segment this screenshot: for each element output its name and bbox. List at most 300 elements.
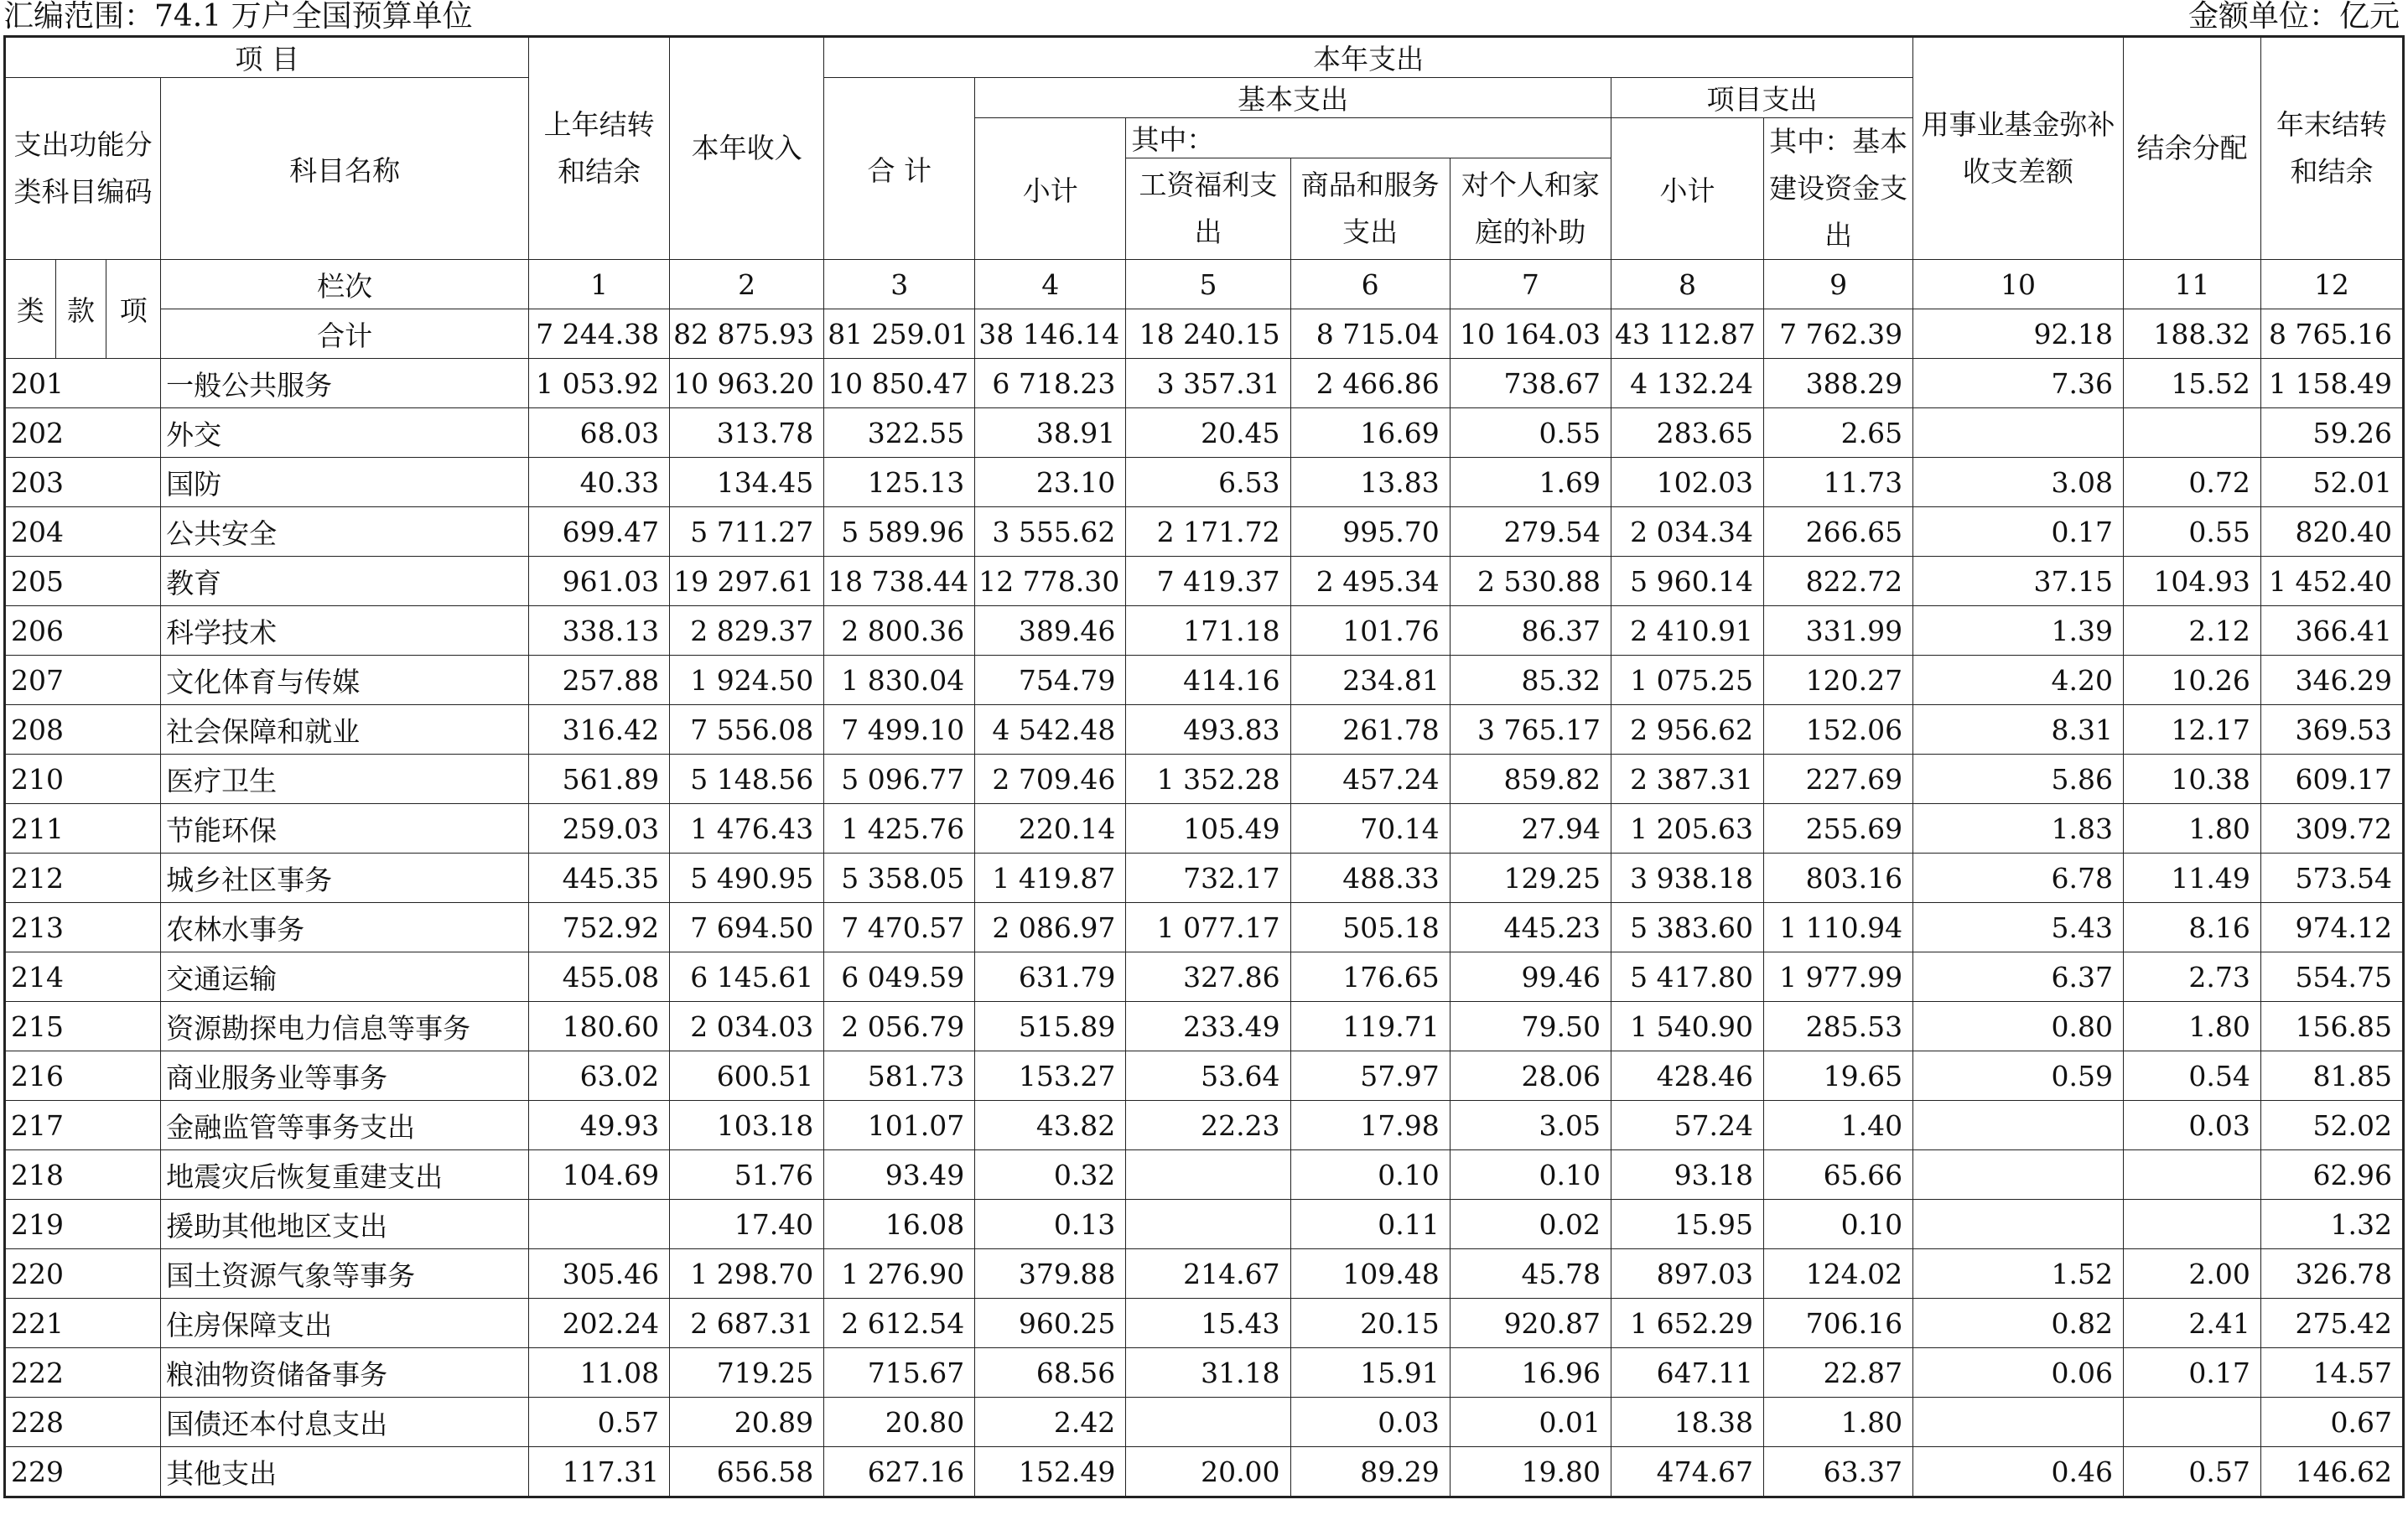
value-cell: 146.62 — [2260, 1447, 2403, 1497]
value-cell: 19.80 — [1450, 1447, 1611, 1497]
grand-total-cell: 92.18 — [1913, 309, 2124, 359]
value-cell: 22.23 — [1126, 1101, 1290, 1150]
table-row — [5, 1348, 2404, 1398]
table-row — [5, 1447, 2404, 1497]
value-cell: 5 490.95 — [670, 854, 824, 903]
table-row — [5, 458, 2404, 507]
value-cell: 457.24 — [1290, 755, 1450, 804]
value-cell: 0.02 — [1450, 1200, 1611, 1249]
grand-total-row — [5, 309, 2404, 359]
value-cell: 515.89 — [975, 1002, 1126, 1051]
value-cell: 0.10 — [1450, 1150, 1611, 1200]
value-cell: 6.78 — [1913, 854, 2124, 903]
value-cell: 2 056.79 — [824, 1002, 975, 1051]
column-number-cell: 11 — [2124, 260, 2261, 309]
value-cell: 960.25 — [975, 1299, 1126, 1348]
table-row — [5, 1101, 2404, 1150]
value-cell: 3.08 — [1913, 458, 2124, 507]
function-code-cell: 206 — [5, 606, 161, 656]
function-code-cell: 201 — [5, 359, 161, 408]
goods-services-header: 商品和服务支出 — [1290, 158, 1450, 260]
function-code-cell: 216 — [5, 1051, 161, 1101]
column-number-cell: 12 — [2260, 260, 2403, 309]
value-cell: 1.52 — [1913, 1249, 2124, 1299]
item-header: 项 目 — [5, 37, 529, 78]
value-cell: 5 960.14 — [1611, 557, 1763, 606]
value-cell: 0.01 — [1450, 1398, 1611, 1447]
function-code-cell: 208 — [5, 705, 161, 755]
table-row — [5, 359, 2404, 408]
table-body — [5, 359, 2404, 1497]
value-cell — [2124, 1200, 2261, 1249]
subject-name-cell: 交通运输 — [161, 952, 529, 1002]
value-cell: 43.82 — [975, 1101, 1126, 1150]
table-row — [5, 1051, 2404, 1101]
value-cell: 706.16 — [1764, 1299, 1913, 1348]
value-cell: 0.03 — [2124, 1101, 2261, 1150]
value-cell: 11.73 — [1764, 458, 1913, 507]
table-row — [5, 408, 2404, 458]
value-cell: 156.85 — [2260, 1002, 2403, 1051]
value-cell: 1 053.92 — [529, 359, 670, 408]
value-cell: 7 470.57 — [824, 903, 975, 952]
value-cell: 7 499.10 — [824, 705, 975, 755]
func-code-header: 支出功能分类科目编码 — [5, 78, 161, 260]
value-cell: 63.37 — [1764, 1447, 1913, 1497]
value-cell: 0.82 — [1913, 1299, 2124, 1348]
value-cell: 0.17 — [2124, 1348, 2261, 1398]
value-cell: 5 358.05 — [824, 854, 975, 903]
value-cell: 109.48 — [1290, 1249, 1450, 1299]
value-cell: 1.40 — [1764, 1101, 1913, 1150]
value-cell: 3 357.31 — [1126, 359, 1290, 408]
value-cell: 17.98 — [1290, 1101, 1450, 1150]
function-code-cell: 202 — [5, 408, 161, 458]
value-cell: 20.45 — [1126, 408, 1290, 458]
value-cell: 279.54 — [1450, 507, 1611, 557]
value-cell: 6.53 — [1126, 458, 1290, 507]
value-cell: 1.69 — [1450, 458, 1611, 507]
value-cell: 18.38 — [1611, 1398, 1763, 1447]
header-row-1 — [5, 37, 2404, 78]
value-cell: 505.18 — [1290, 903, 1450, 952]
value-cell: 1.80 — [1764, 1398, 1913, 1447]
value-cell: 8.16 — [2124, 903, 2261, 952]
value-cell: 961.03 — [529, 557, 670, 606]
subject-name-cell: 外交 — [161, 408, 529, 458]
value-cell: 2 709.46 — [975, 755, 1126, 804]
value-cell: 379.88 — [975, 1249, 1126, 1299]
value-cell: 68.56 — [975, 1348, 1126, 1398]
function-code-cell: 217 — [5, 1101, 161, 1150]
value-cell: 1 298.70 — [670, 1249, 824, 1299]
surplus-distribution-header: 结余分配 — [2124, 37, 2261, 260]
value-cell: 0.10 — [1764, 1200, 1913, 1249]
function-code-cell: 215 — [5, 1002, 161, 1051]
value-cell: 153.27 — [975, 1051, 1126, 1101]
value-cell: 3 555.62 — [975, 507, 1126, 557]
value-cell: 1 158.49 — [2260, 359, 2403, 408]
value-cell: 52.02 — [2260, 1101, 2403, 1150]
fund-offset-header: 用事业基金弥补收支差额 — [1913, 37, 2124, 260]
among-header: 其中： — [1126, 118, 1611, 158]
table-row — [5, 804, 2404, 854]
value-cell: 754.79 — [975, 656, 1126, 705]
table-row — [5, 755, 2404, 804]
value-cell: 445.23 — [1450, 903, 1611, 952]
value-cell: 738.67 — [1450, 359, 1611, 408]
value-cell: 1.83 — [1913, 804, 2124, 854]
value-cell: 227.69 — [1764, 755, 1913, 804]
grand-total-cell: 43 112.87 — [1611, 309, 1763, 359]
value-cell: 2 800.36 — [824, 606, 975, 656]
value-cell: 631.79 — [975, 952, 1126, 1002]
value-cell: 1 652.29 — [1611, 1299, 1763, 1348]
function-code-cell: 210 — [5, 755, 161, 804]
value-cell: 22.87 — [1764, 1348, 1913, 1398]
project-subtotal-header: 小计 — [1611, 118, 1763, 260]
value-cell: 65.66 — [1764, 1150, 1913, 1200]
value-cell: 0.11 — [1290, 1200, 1450, 1249]
value-cell: 820.40 — [2260, 507, 2403, 557]
value-cell: 2 387.31 — [1611, 755, 1763, 804]
value-cell: 2.00 — [2124, 1249, 2261, 1299]
value-cell — [2124, 1398, 2261, 1447]
value-cell: 255.69 — [1764, 804, 1913, 854]
value-cell: 125.13 — [824, 458, 975, 507]
value-cell: 920.87 — [1450, 1299, 1611, 1348]
function-code-cell: 222 — [5, 1348, 161, 1398]
capital-header: 其中：基本建设资金支出 — [1764, 118, 1913, 260]
value-cell: 57.24 — [1611, 1101, 1763, 1150]
value-cell: 19.65 — [1764, 1051, 1913, 1101]
value-cell: 322.55 — [824, 408, 975, 458]
value-cell: 2 171.72 — [1126, 507, 1290, 557]
value-cell: 305.46 — [529, 1249, 670, 1299]
subject-name-cell: 科学技术 — [161, 606, 529, 656]
value-cell: 103.18 — [670, 1101, 824, 1150]
value-cell: 474.67 — [1611, 1447, 1763, 1497]
value-cell: 0.17 — [1913, 507, 2124, 557]
value-cell: 0.59 — [1913, 1051, 2124, 1101]
value-cell: 609.17 — [2260, 755, 2403, 804]
grand-total-cell: 38 146.14 — [975, 309, 1126, 359]
table-row — [5, 1249, 2404, 1299]
column-number-cell: 3 — [824, 260, 975, 309]
value-cell: 19 297.61 — [670, 557, 824, 606]
function-code-cell: 221 — [5, 1299, 161, 1348]
column-number-cell: 7 — [1450, 260, 1611, 309]
table-row — [5, 606, 2404, 656]
value-cell: 3 938.18 — [1611, 854, 1763, 903]
function-code-cell: 203 — [5, 458, 161, 507]
value-cell: 338.13 — [529, 606, 670, 656]
value-cell: 1 075.25 — [1611, 656, 1763, 705]
value-cell: 0.13 — [975, 1200, 1126, 1249]
value-cell: 0.67 — [2260, 1398, 2403, 1447]
value-cell: 5 589.96 — [824, 507, 975, 557]
grand-total-label: 合计 — [161, 309, 529, 359]
subject-name-cell: 文化体育与传媒 — [161, 656, 529, 705]
grand-total-cell: 8 765.16 — [2260, 309, 2403, 359]
column-number-cell: 4 — [975, 260, 1126, 309]
value-cell: 15.91 — [1290, 1348, 1450, 1398]
value-cell: 10 850.47 — [824, 359, 975, 408]
kuan-header: 款 — [55, 260, 106, 359]
subject-name-cell: 地震灾后恢复重建支出 — [161, 1150, 529, 1200]
value-cell: 104.93 — [2124, 557, 2261, 606]
column-number-row — [5, 260, 2404, 309]
compilation-scope: 汇编范围：74.1 万户全国预算单位 — [3, 0, 473, 34]
value-cell: 1 977.99 — [1764, 952, 1913, 1002]
subject-name-cell: 一般公共服务 — [161, 359, 529, 408]
column-number-cell: 1 — [529, 260, 670, 309]
value-cell: 7 556.08 — [670, 705, 824, 755]
value-cell: 0.55 — [1450, 408, 1611, 458]
value-cell: 10.26 — [2124, 656, 2261, 705]
value-cell: 2.73 — [2124, 952, 2261, 1002]
value-cell: 7 694.50 — [670, 903, 824, 952]
value-cell: 0.80 — [1913, 1002, 2124, 1051]
function-code-cell: 214 — [5, 952, 161, 1002]
column-number-cell: 10 — [1913, 260, 2124, 309]
value-cell: 346.29 — [2260, 656, 2403, 705]
value-cell: 45.78 — [1450, 1249, 1611, 1299]
value-cell: 4.20 — [1913, 656, 2124, 705]
value-cell: 5 711.27 — [670, 507, 824, 557]
grand-total-cell: 10 164.03 — [1450, 309, 1611, 359]
value-cell: 715.67 — [824, 1348, 975, 1398]
value-cell: 12 778.30 — [975, 557, 1126, 606]
subject-name-cell: 农林水事务 — [161, 903, 529, 952]
lei-header: 类 — [5, 260, 56, 359]
value-cell: 3 765.17 — [1450, 705, 1611, 755]
value-cell: 1 476.43 — [670, 804, 824, 854]
value-cell: 5 148.56 — [670, 755, 824, 804]
value-cell: 99.46 — [1450, 952, 1611, 1002]
value-cell: 2 466.86 — [1290, 359, 1450, 408]
value-cell: 366.41 — [2260, 606, 2403, 656]
value-cell: 428.46 — [1611, 1051, 1763, 1101]
value-cell: 57.97 — [1290, 1051, 1450, 1101]
value-cell: 102.03 — [1611, 458, 1763, 507]
value-cell: 31.18 — [1126, 1348, 1290, 1398]
column-number-cell: 2 — [670, 260, 824, 309]
value-cell — [1913, 408, 2124, 458]
value-cell: 15.52 — [2124, 359, 2261, 408]
value-cell: 259.03 — [529, 804, 670, 854]
function-code-cell: 205 — [5, 557, 161, 606]
value-cell: 37.15 — [1913, 557, 2124, 606]
value-cell: 326.78 — [2260, 1249, 2403, 1299]
value-cell: 13.83 — [1290, 458, 1450, 507]
wages-header: 工资福利支出 — [1126, 158, 1290, 260]
value-cell: 822.72 — [1764, 557, 1913, 606]
value-cell: 1 924.50 — [670, 656, 824, 705]
grand-total-cell: 82 875.93 — [670, 309, 824, 359]
value-cell: 283.65 — [1611, 408, 1763, 458]
value-cell: 1 077.17 — [1126, 903, 1290, 952]
value-cell: 70.14 — [1290, 804, 1450, 854]
value-cell: 38.91 — [975, 408, 1126, 458]
expenditure-table — [3, 35, 2405, 1498]
value-cell: 275.42 — [2260, 1299, 2403, 1348]
value-cell: 2 034.34 — [1611, 507, 1763, 557]
table-row — [5, 1398, 2404, 1447]
value-cell — [1126, 1398, 1290, 1447]
value-cell: 4 132.24 — [1611, 359, 1763, 408]
value-cell: 445.35 — [529, 854, 670, 903]
subject-name-cell: 援助其他地区支出 — [161, 1200, 529, 1249]
function-code-cell: 228 — [5, 1398, 161, 1447]
table-row — [5, 854, 2404, 903]
value-cell: 18 738.44 — [824, 557, 975, 606]
value-cell: 2.65 — [1764, 408, 1913, 458]
column-number-cell: 8 — [1611, 260, 1763, 309]
value-cell: 261.78 — [1290, 705, 1450, 755]
table-row — [5, 1200, 2404, 1249]
value-cell — [1913, 1150, 2124, 1200]
value-cell: 0.32 — [975, 1150, 1126, 1200]
subject-name-cell: 国防 — [161, 458, 529, 507]
value-cell: 493.83 — [1126, 705, 1290, 755]
value-cell: 1.80 — [2124, 804, 2261, 854]
value-cell: 15.43 — [1126, 1299, 1290, 1348]
value-cell: 27.94 — [1450, 804, 1611, 854]
subject-name-cell: 城乡社区事务 — [161, 854, 529, 903]
subject-name-cell: 社会保障和就业 — [161, 705, 529, 755]
value-cell: 1 830.04 — [824, 656, 975, 705]
value-cell: 1 110.94 — [1764, 903, 1913, 952]
value-cell: 129.25 — [1450, 854, 1611, 903]
subject-name-cell: 资源勘探电力信息等事务 — [161, 1002, 529, 1051]
grand-total-cell: 7 244.38 — [529, 309, 670, 359]
value-cell: 10 963.20 — [670, 359, 824, 408]
table-row — [5, 656, 2404, 705]
value-cell: 0.46 — [1913, 1447, 2124, 1497]
value-cell: 257.88 — [529, 656, 670, 705]
table-row — [5, 1299, 2404, 1348]
value-cell: 120.27 — [1764, 656, 1913, 705]
grand-total-cell: 81 259.01 — [824, 309, 975, 359]
value-cell: 233.49 — [1126, 1002, 1290, 1051]
value-cell — [529, 1200, 670, 1249]
value-cell: 327.86 — [1126, 952, 1290, 1002]
value-cell: 699.47 — [529, 507, 670, 557]
value-cell: 995.70 — [1290, 507, 1450, 557]
value-cell: 180.60 — [529, 1002, 670, 1051]
value-cell: 5.43 — [1913, 903, 2124, 952]
subject-name-cell: 国土资源气象等事务 — [161, 1249, 529, 1299]
value-cell: 897.03 — [1611, 1249, 1763, 1299]
grand-total-cell: 7 762.39 — [1764, 309, 1913, 359]
grand-total-cell: 18 240.15 — [1126, 309, 1290, 359]
subject-name-cell: 教育 — [161, 557, 529, 606]
value-cell: 455.08 — [529, 952, 670, 1002]
function-code-cell: 218 — [5, 1150, 161, 1200]
grand-total-cell: 8 715.04 — [1290, 309, 1450, 359]
value-cell: 16.69 — [1290, 408, 1450, 458]
value-cell: 0.06 — [1913, 1348, 2124, 1398]
value-cell: 63.02 — [529, 1051, 670, 1101]
table-row — [5, 903, 2404, 952]
value-cell: 2 530.88 — [1450, 557, 1611, 606]
table-row — [5, 1150, 2404, 1200]
year-end-balance-header: 年末结转和结余 — [2260, 37, 2403, 260]
subject-name-cell: 节能环保 — [161, 804, 529, 854]
value-cell: 5 383.60 — [1611, 903, 1763, 952]
value-cell: 51.76 — [670, 1150, 824, 1200]
value-cell: 85.32 — [1450, 656, 1611, 705]
value-cell: 331.99 — [1764, 606, 1913, 656]
value-cell: 1 352.28 — [1126, 755, 1290, 804]
report-header — [3, 0, 2405, 34]
value-cell: 285.53 — [1764, 1002, 1913, 1051]
value-cell: 28.06 — [1450, 1051, 1611, 1101]
value-cell — [1913, 1398, 2124, 1447]
value-cell: 86.37 — [1450, 606, 1611, 656]
value-cell: 974.12 — [2260, 903, 2403, 952]
value-cell: 1 452.40 — [2260, 557, 2403, 606]
value-cell: 134.45 — [670, 458, 824, 507]
column-number-cell: 9 — [1764, 260, 1913, 309]
value-cell — [1126, 1150, 1290, 1200]
subject-name-cell: 医疗卫生 — [161, 755, 529, 804]
column-number-cell: 6 — [1290, 260, 1450, 309]
table-row — [5, 1002, 2404, 1051]
value-cell: 859.82 — [1450, 755, 1611, 804]
total-header: 合 计 — [824, 78, 975, 260]
value-cell: 6 718.23 — [975, 359, 1126, 408]
value-cell: 202.24 — [529, 1299, 670, 1348]
column-number-label: 栏次 — [161, 260, 529, 309]
value-cell — [1126, 1200, 1290, 1249]
value-cell: 152.06 — [1764, 705, 1913, 755]
value-cell: 266.65 — [1764, 507, 1913, 557]
value-cell: 101.07 — [824, 1101, 975, 1150]
value-cell: 1 205.63 — [1611, 804, 1763, 854]
value-cell: 62.96 — [2260, 1150, 2403, 1200]
value-cell: 93.49 — [824, 1150, 975, 1200]
function-code-cell: 212 — [5, 854, 161, 903]
value-cell: 1 540.90 — [1611, 1002, 1763, 1051]
value-cell: 5 417.80 — [1611, 952, 1763, 1002]
value-cell: 119.71 — [1290, 1002, 1450, 1051]
value-cell: 488.33 — [1290, 854, 1450, 903]
value-cell: 388.29 — [1764, 359, 1913, 408]
household-subsidy-header: 对个人和家庭的补助 — [1450, 158, 1611, 260]
value-cell: 176.65 — [1290, 952, 1450, 1002]
value-cell: 0.55 — [2124, 507, 2261, 557]
value-cell: 81.85 — [2260, 1051, 2403, 1101]
table-row — [5, 507, 2404, 557]
value-cell: 8.31 — [1913, 705, 2124, 755]
value-cell: 2 410.91 — [1611, 606, 1763, 656]
value-cell: 573.54 — [2260, 854, 2403, 903]
value-cell: 40.33 — [529, 458, 670, 507]
value-cell: 79.50 — [1450, 1002, 1611, 1051]
value-cell: 20.15 — [1290, 1299, 1450, 1348]
value-cell: 656.58 — [670, 1447, 824, 1497]
subject-name-cell: 其他支出 — [161, 1447, 529, 1497]
value-cell: 17.40 — [670, 1200, 824, 1249]
amount-unit: 金额单位：亿元 — [2187, 0, 2400, 34]
value-cell: 6.37 — [1913, 952, 2124, 1002]
value-cell: 7.36 — [1913, 359, 2124, 408]
value-cell: 2.42 — [975, 1398, 1126, 1447]
value-cell: 2 034.03 — [670, 1002, 824, 1051]
value-cell: 4 542.48 — [975, 705, 1126, 755]
